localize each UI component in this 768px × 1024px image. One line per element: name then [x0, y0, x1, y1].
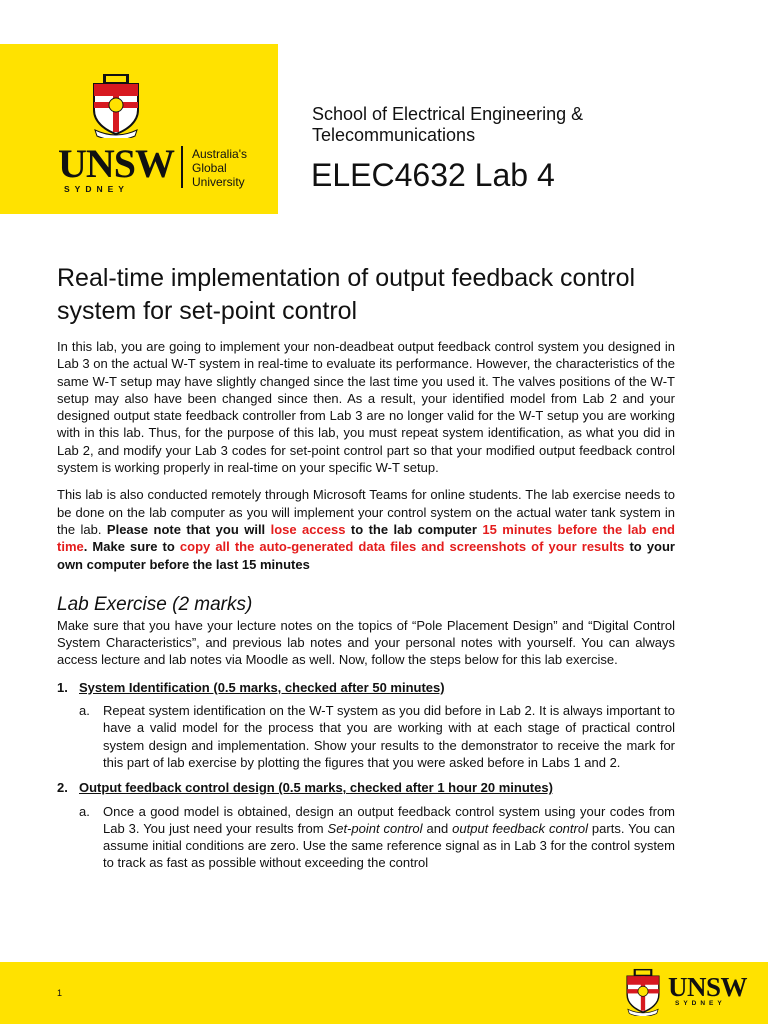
- unsw-location: SYDNEY: [64, 184, 129, 194]
- notice-bold-1: Please note that you will: [106, 521, 271, 537]
- exercise-intro: Make sure that you have your lecture notes on the topics of “Pole Placement Design” and “Digital Control System Characteristics”, and previous lab notes and your personal notes with yourself. You can always access lecture and lab notes via Moodle as well. Now, follow the steps below for this lab exercise.: [57, 617, 675, 668]
- document-title: Real-time implementation of output feedback control system for set-point control: [57, 264, 636, 325]
- step-2a-italic-b: output feedback control: [452, 820, 588, 836]
- remote-notice-text: This lab is also conducted remotely through Microsoft Teams for online students. The lab exercise needs to be done on the lab computer as you will implement your control system on the actual water tank system in the lab.: [57, 487, 675, 537]
- step-1-title: System Identification (0.5 marks, checked after 50 minutes): [79, 679, 445, 695]
- notice-bold-4: to your own computer before the last 15 minutes: [57, 539, 675, 572]
- intro-paragraph: In this lab, you are going to implement your non-deadbeat output feedback control system you designed in Lab 3 on the actual W-T system in real-time to evaluate its performance. However, the characteristics of the same W-T setup may have slightly changed since the last time you used it. The valves positions of the W-T setup may also have been changed since then. As a result, your identified model from Lab 2 and your designed output state feedback controller from Lab 3 are no longer valid for the W-T setup you are working with in this lab. Thus, for the purpose of this lab, you must repeat system identification, as what you did in Lab 2, and modify your Lab 3 codes for set-point control part so that your modified output feedback control system is working properly in real-time on your specific W-T setup.: [57, 339, 675, 476]
- notice-copy-files: copy all the auto-generated data files and screenshots of your results: [179, 539, 625, 555]
- notice-bold-3: . Make sure to: [83, 539, 180, 555]
- step-1a-letter: a.: [79, 703, 90, 719]
- exercise-heading: Lab Exercise (2 marks): [57, 593, 253, 615]
- footer-location: SYDNEY: [675, 1000, 726, 1007]
- unsw-tagline: [192, 147, 247, 189]
- unsw-wordmark: UNSW: [58, 141, 175, 186]
- unsw-logo-block: [0, 44, 278, 214]
- step-2a-text-c: parts. You can assume initial conditions are zero. Use the same reference signal as in Lab 3 for the control system to track as fast as possible without exceeding the control: [103, 820, 675, 871]
- step-2a-text: [103, 803, 675, 872]
- school-line-2: Telecommunications: [312, 125, 476, 145]
- school-line-1: School of Electrical Engineering &: [312, 104, 584, 124]
- notice-lose-access: lose access: [270, 521, 346, 537]
- step-2-number: 2.: [57, 780, 68, 796]
- tagline-line-3: University: [192, 175, 245, 189]
- logo-divider: [181, 146, 183, 188]
- school-name: [312, 104, 583, 146]
- unsw-crest-small-icon: [625, 968, 661, 1016]
- page-number: 1: [57, 988, 63, 998]
- step-1-heading: [57, 679, 675, 696]
- notice-deadline: 15 minutes before the lab end time: [57, 521, 675, 555]
- step-1a: [57, 702, 675, 771]
- tagline-line-2: Global: [192, 161, 227, 175]
- step-2a-italic-a: Set-point control: [327, 820, 423, 836]
- document-body: [57, 262, 675, 880]
- remote-notice-paragraph: [57, 486, 675, 572]
- step-2a-text-a: Once a good model is obtained, design an output feedback control system using your codes from Lab 3. You just need your results from: [103, 803, 675, 836]
- step-2a: [57, 803, 675, 872]
- step-1-number: 1.: [57, 679, 68, 695]
- footer-wordmark: UNSW: [668, 972, 748, 1002]
- tagline-line-1: Australia's: [192, 147, 247, 161]
- notice-bold-2: to the lab computer: [345, 521, 483, 537]
- step-2-title: Output feedback control design (0.5 marks, checked after 1 hour 20 minutes): [79, 780, 553, 796]
- step-2-heading: [57, 779, 675, 796]
- step-2a-letter: a.: [79, 803, 90, 819]
- step-2a-text-b: and: [422, 820, 453, 836]
- unsw-crest-icon: [91, 74, 141, 138]
- page-footer: [0, 962, 768, 1024]
- course-title: ELEC4632 Lab 4: [311, 157, 555, 193]
- step-1a-text: Repeat system identification on the W-T system as you did before in Lab 2. It is always important to have a valid model for the process that you are working with at each stage of practical control system design and implementation. Show your results to the demonstrator to receive the mark for this part of lab exercise by plotting the figures that you were asked before in Labs 1 and 2.: [103, 703, 675, 770]
